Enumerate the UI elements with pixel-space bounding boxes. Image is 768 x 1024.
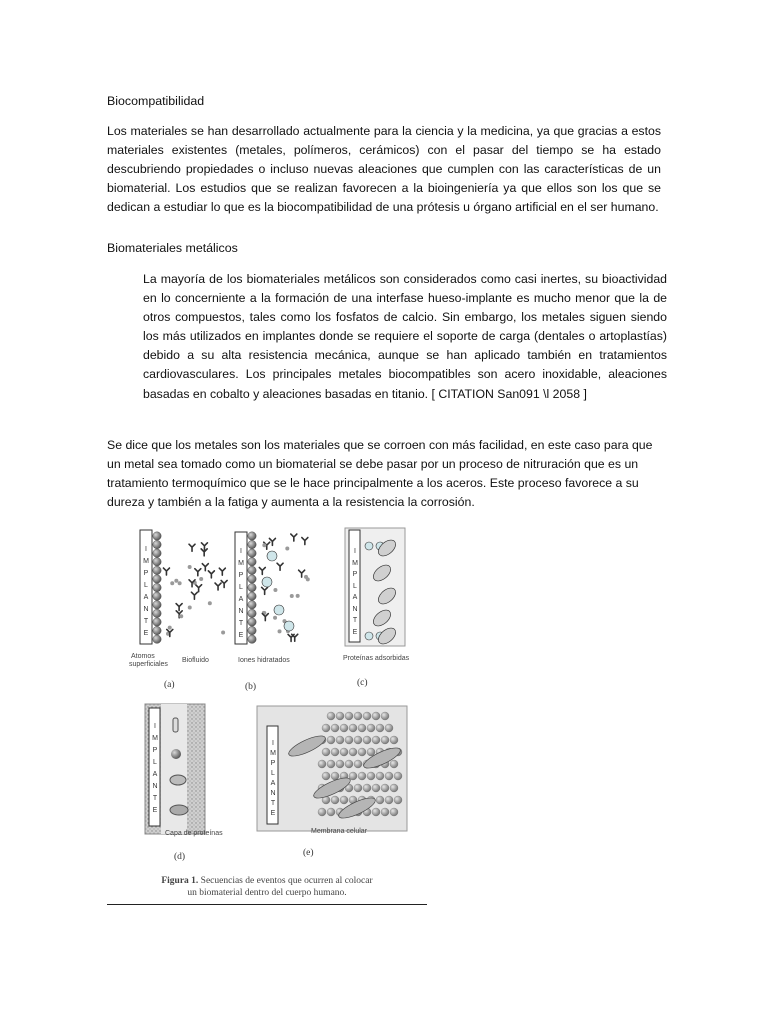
panel-e-illustration [257,706,407,831]
label-atomos: Atomos [131,653,155,660]
panel-label-e: (e) [303,848,314,858]
label-biofluido: Biofluido [182,657,209,664]
implant-letter: I [154,723,156,730]
implant-letter: N [143,606,149,613]
figure-caption [107,875,427,899]
panel-label-b: (b) [245,682,257,692]
panel-label-a: (a) [164,680,175,690]
implant-letter: E [143,630,149,637]
implant-letter: A [152,771,158,778]
figure-illustration [107,518,427,906]
implant-letter: N [352,605,358,613]
implant-letter: I [354,548,356,555]
implant-letter: P [143,570,149,577]
figure-biomaterial-events [107,518,427,906]
implant-letter: N [270,790,276,797]
label-membrana-celular: Membrana celular [311,828,368,835]
label-capa-proteinas: Capa de proteínas [165,830,223,837]
panel-label-d: (d) [174,852,186,862]
implant-letter: P [152,747,158,754]
paragraph-intro: Los materiales se han desarrollado actualmente para la ciencia y la medicina, ya que gracias a estos materiales existentes (metales, polímeros, cerámicos) con el pasar del tiempo se ha estado descubriendo propiedades o incluso nuevas aleaciones que cumplen con las características de un biomaterial. Los estudios que se realizan favorecen a la bioingeniería ya que ellos son los que se dedican a estudiar lo que es la biocompatibilidad de una prótesis u órgano artificial en el ser humano. [107,124,661,215]
implant-letter: A [352,594,358,601]
implant-letter: I [272,740,274,747]
label-superficiales: superficiales [129,661,168,668]
section-heading-biomateriales-metalicos: Biomateriales metálicos [107,241,238,255]
implant-letter: M [270,750,276,757]
implant-letter: M [352,559,358,567]
implant-letter: M [152,735,158,742]
implant-letter: E [238,632,244,639]
implant-letter: T [270,800,276,807]
implant-letter: I [145,546,147,553]
implant-letter: M [238,560,244,567]
panel-a-illustration [140,530,227,644]
figure-bottom-rule [107,904,427,905]
caption-figure-number: Figura 1. [161,876,199,886]
section-heading-biocompatibilidad: Biocompatibilidad [107,94,205,108]
implant-letter: E [152,807,158,814]
implant-letter: A [238,596,244,603]
caption-line2: un biomaterial dentro del cuerpo humano. [187,888,347,898]
implant-letter: N [238,608,244,615]
paragraph-metallic-biomaterials: La mayoría de los biomateriales metálicos son considerados como casi inertes, su bioactividad en lo concerniente a la formación de una interfase hueso-implante es mucho menor que la de otros compuestos, tales como los fosfatos de calcio. Sin embargo, los metales siguen siendo los más utilizados en implantes donde se requiere el soporte de carga (dentales o artoplastías) debido a su alta resistencia mecánica, aunque se han aplicado también en tratamientos cardiovasculares. Los principales metales biocompatibles son acero inoxidable, aleaciones basadas en cobalto y aleaciones basadas en titanio. [ CITATION San091 \l 2058 ] [143,272,667,401]
implant-letter: L [353,582,357,590]
implant-letter: T [152,795,158,802]
implant-letter: T [352,617,358,624]
label-iones-hidratados: Iones hidratados [238,657,290,664]
panel-b-illustration [235,532,310,644]
caption-line1: Secuencias de eventos que ocurren al colocar [198,876,373,886]
implant-letter: A [143,594,149,601]
implant-letter: T [143,618,149,625]
implant-letter: E [352,628,358,636]
implant-letter: N [152,783,158,790]
implant-letter: A [270,780,276,787]
paragraph-corrosion: Se dice que los metales son los materiales que se corroen con más facilidad, en este caso para que un metal sea tomado como un biomaterial se debe pasar por un proceso de nitruración que es un tratamiento termoquímico que se le hace principalmente a los aceros. Este proceso favorece a su dureza y también a la fatiga y aumenta a la resistencia la corrosión. [107,438,653,510]
implant-letter: L [153,759,157,766]
implant-letter: P [270,760,276,767]
implant-letter: M [143,558,149,565]
implant-letter: I [240,548,242,555]
implant-letter: T [238,620,244,627]
implant-letter: L [271,770,275,777]
implant-letter: P [238,572,244,579]
panel-label-c: (c) [357,678,368,688]
label-proteinas-adsorbidas: Proteínas adsorbidas [343,655,410,662]
implant-letter: L [144,582,148,589]
implant-letter: L [239,584,243,591]
implant-letter: P [352,571,358,578]
implant-letter: E [270,810,276,817]
